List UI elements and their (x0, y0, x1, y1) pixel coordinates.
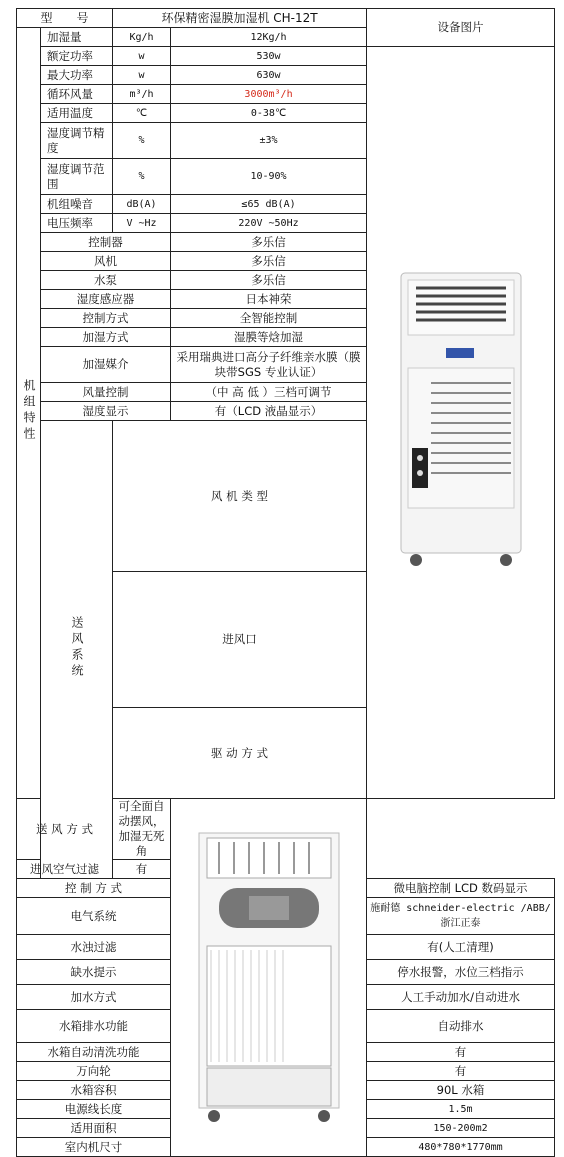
spec-label: 加湿媒介 (41, 347, 171, 383)
device-photo (367, 47, 555, 799)
spec-value: ≤65 dB(A) (171, 195, 367, 214)
spec-label: 控 制 方 式 (17, 879, 171, 898)
model-label: 型 号 (17, 9, 113, 28)
spec-value: 90L 水箱 (367, 1081, 555, 1100)
spec-value: 施耐德 schneider-electric /ABB/浙江正泰 (367, 898, 555, 935)
photo-title: 设备图片 (367, 9, 555, 47)
spec-label: 适用面积 (17, 1119, 171, 1138)
spec-label: 缺水提示 (17, 960, 171, 985)
spec-value: 多乐信 (171, 233, 367, 252)
spec-unit: Kg/h (113, 28, 171, 47)
spec-label: 风量控制 (41, 383, 171, 402)
spec-label: 进风口 (113, 572, 367, 708)
spec-value: 人工手动加水/自动进水 (367, 985, 555, 1010)
spec-value: 可全面自动摆风，加湿无死角 (113, 799, 171, 860)
spec-label: 送 风 方 式 (17, 799, 113, 860)
spec-label: 水泵 (41, 271, 171, 290)
spec-unit: % (113, 159, 171, 195)
spec-unit: % (113, 123, 171, 159)
spec-value: 12Kg/h (171, 28, 367, 47)
spec-value: 有 (367, 1043, 555, 1062)
spec-label: 最大功率 (41, 66, 113, 85)
spec-value: 日本神荣 (171, 290, 367, 309)
spec-value: 220V ~50Hz (171, 214, 367, 233)
model-name: 环保精密湿膜加湿机 CH-12T (113, 9, 367, 28)
spec-value: 480*780*1770mm (367, 1138, 555, 1157)
section-unit: 机组特性 (17, 28, 41, 799)
spec-label: 循环风量 (41, 85, 113, 104)
spec-value: 有 (113, 860, 171, 879)
spec-label: 湿度感应器 (41, 290, 171, 309)
spec-value: 630w (171, 66, 367, 85)
spec-unit: w (113, 47, 171, 66)
spec-value: 采用瑞典进口高分子纤维亲水膜（膜块带SGS 专业认证） (171, 347, 367, 383)
spec-value: 停水报警，水位三档指示 (367, 960, 555, 985)
spec-label: 加水方式 (17, 985, 171, 1010)
spec-value: 湿膜等焓加湿 (171, 328, 367, 347)
spec-label: 水箱排水功能 (17, 1010, 171, 1043)
spec-label: 进风空气过滤 (17, 860, 113, 879)
spec-label: 电源线长度 (17, 1100, 171, 1119)
spec-label: 湿度显示 (41, 402, 171, 421)
spec-label: 湿度调节范围 (41, 159, 113, 195)
spec-label: 万向轮 (17, 1062, 171, 1081)
spec-value: 多乐信 (171, 271, 367, 290)
spec-label: 加湿量 (41, 28, 113, 47)
spec-unit: m³/h (113, 85, 171, 104)
spec-label: 风机 (41, 252, 171, 271)
spec-value: 全智能控制 (171, 309, 367, 328)
exploded-view-icon (189, 828, 349, 1128)
spec-value: （中 高 低 ）三档可调节 (171, 383, 367, 402)
spec-value: 530w (171, 47, 367, 66)
spec-label: 控制器 (41, 233, 171, 252)
spec-unit: w (113, 66, 171, 85)
spec-unit: V ~Hz (113, 214, 171, 233)
spec-table (16, 8, 555, 1157)
spec-label: 额定功率 (41, 47, 113, 66)
spec-value: 1.5m (367, 1100, 555, 1119)
spec-unit: dB(A) (113, 195, 171, 214)
spec-label: 湿度调节精度 (41, 123, 113, 159)
spec-label: 水箱容积 (17, 1081, 171, 1100)
spec-label: 加湿方式 (41, 328, 171, 347)
spec-label: 风 机 类 型 (113, 421, 367, 572)
exploded-photo (171, 799, 367, 1157)
spec-label: 电压频率 (41, 214, 113, 233)
spec-value: 0-38℃ (171, 104, 367, 123)
spec-label: 水箱自动清洗功能 (17, 1043, 171, 1062)
spec-value: 10-90% (171, 159, 367, 195)
spec-label: 水浊过滤 (17, 935, 171, 960)
spec-label: 适用温度 (41, 104, 113, 123)
spec-value: 自动排水 (367, 1010, 555, 1043)
spec-value: ±3% (171, 123, 367, 159)
spec-value: 有（LCD 液晶显示） (171, 402, 367, 421)
spec-label: 机组噪音 (41, 195, 113, 214)
humidifier-photo-icon (386, 268, 536, 578)
spec-label: 电气系统 (17, 898, 171, 935)
spec-value: 有(人工清理) (367, 935, 555, 960)
spec-value: 多乐信 (171, 252, 367, 271)
spec-unit: ℃ (113, 104, 171, 123)
spec-label: 驱 动 方 式 (113, 708, 367, 799)
spec-label: 室内机尺寸 (17, 1138, 171, 1157)
spec-value: 微电脑控制 LCD 数码显示 (367, 879, 555, 898)
section-air: 送风系统 (41, 421, 113, 879)
spec-value: 有 (367, 1062, 555, 1081)
spec-value: 150-200m2 (367, 1119, 555, 1138)
spec-label: 控制方式 (41, 309, 171, 328)
spec-value-highlight: 3000m³/h (171, 85, 367, 104)
